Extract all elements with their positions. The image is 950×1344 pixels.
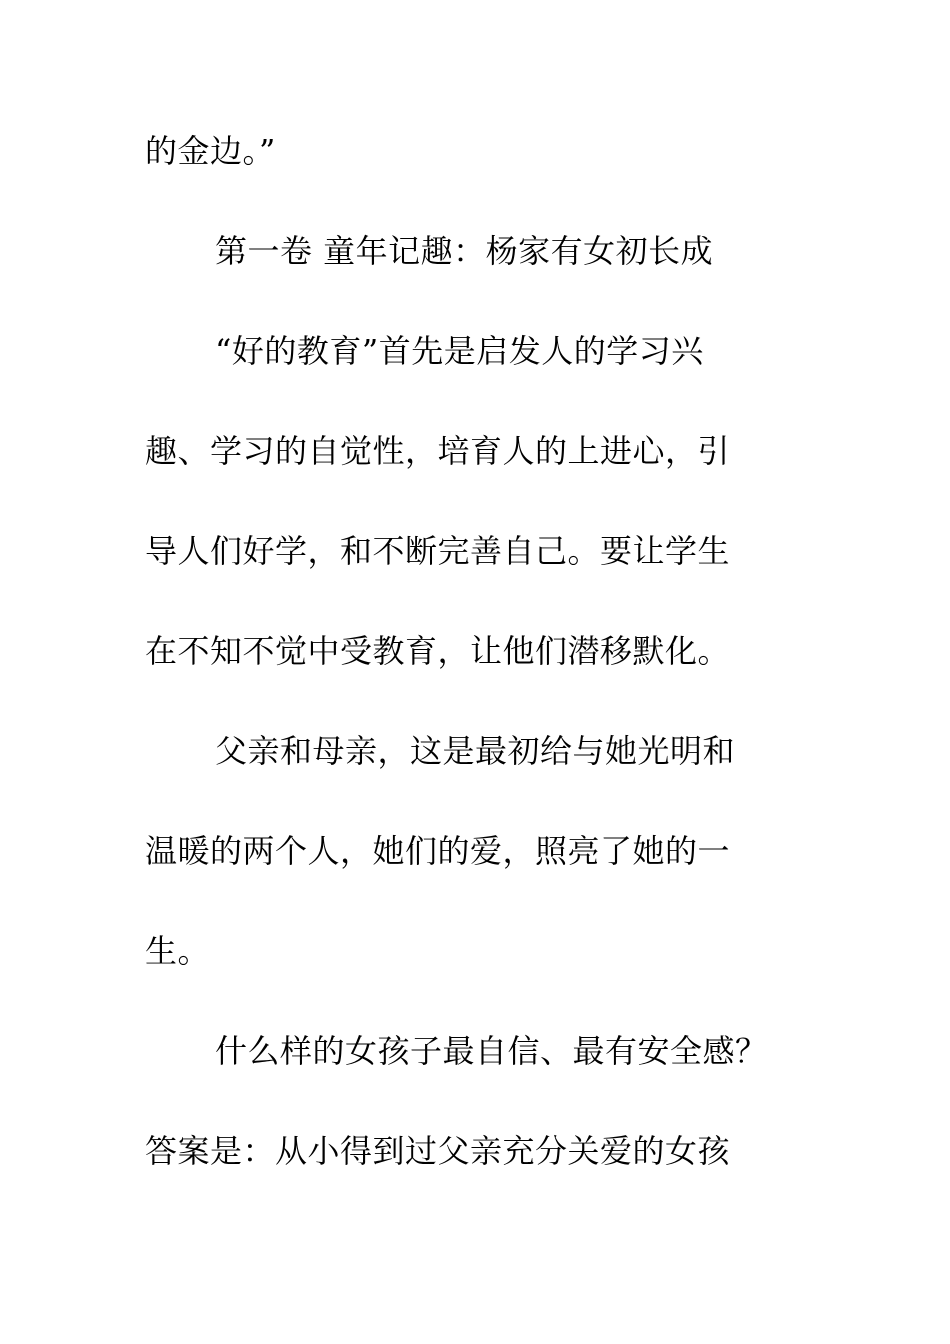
paragraph-2-line-1: 父亲和母亲，这是最初给与她光明和 [215,732,736,770]
text-line-1: 的金边。” [145,132,276,170]
paragraph-3-line-1: 什么样的女孩子最自信、最有安全感？ [215,1032,768,1070]
paragraph-2-line-3: 生。 [145,932,211,970]
paragraph-1-line-3: 导人们好学，和不断完善自己。要让学生 [145,532,731,570]
paragraph-1-line-4: 在不知不觉中受教育，让他们潜移默化。 [145,632,731,670]
paragraph-3-line-2: 答案是：从小得到过父亲充分关爱的女孩 [145,1132,731,1170]
paragraph-2-line-2: 温暖的两个人，她们的爱，照亮了她的一 [145,832,731,870]
paragraph-1-line-1: “好的教育”首先是启发人的学习兴 [215,332,704,370]
chapter-heading: 第一卷 童年记趣：杨家有女初长成 [215,232,714,270]
paragraph-1-line-2: 趣、学习的自觉性，培育人的上进心，引 [145,432,731,470]
